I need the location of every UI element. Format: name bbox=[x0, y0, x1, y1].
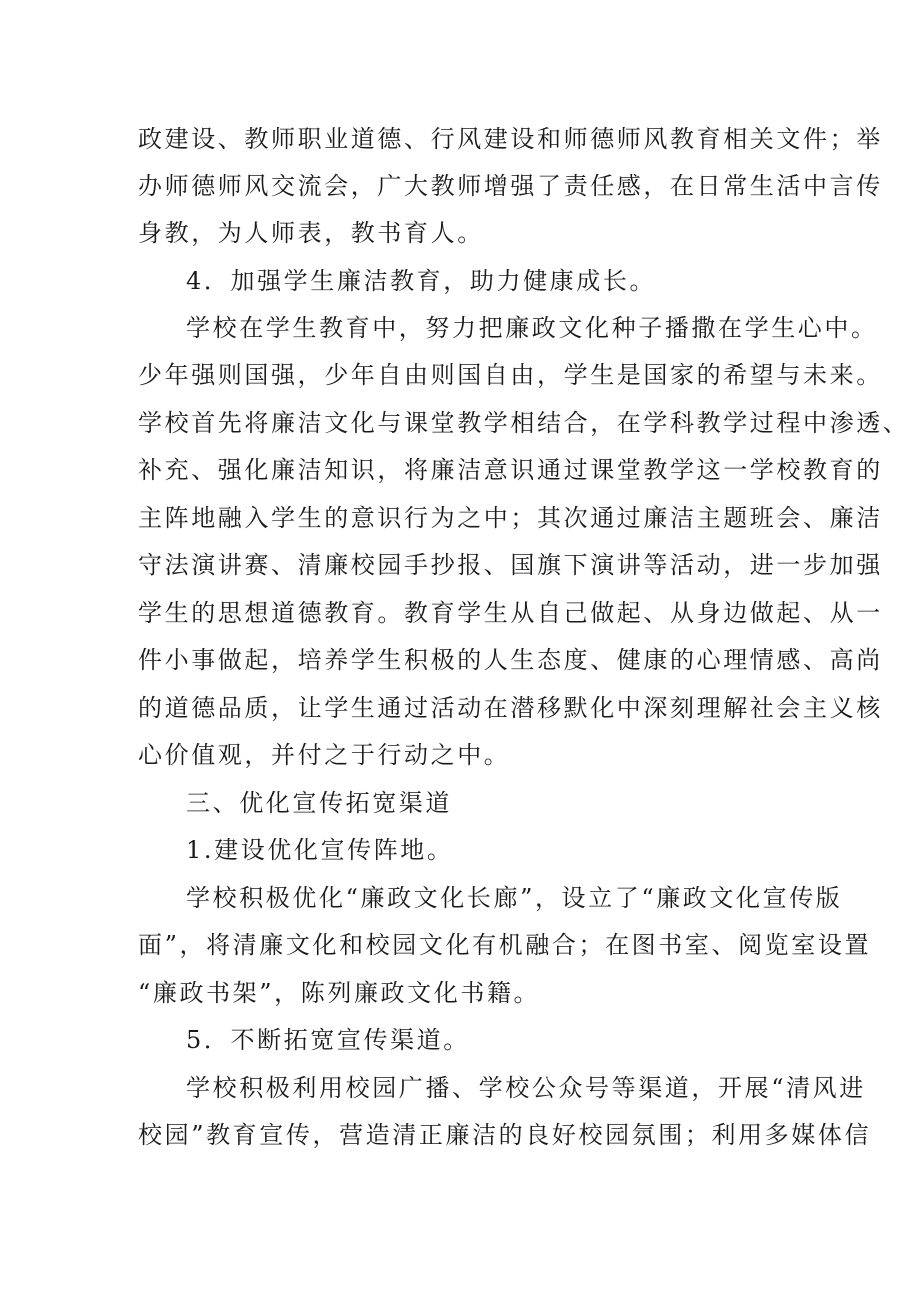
section-heading: 4．加强学生廉洁教育，助力健康成长。 bbox=[186, 267, 657, 295]
paragraph-line: 校园”教育宣传，营造清正廉洁的良好校园氛围；利用多媒体信 bbox=[138, 1121, 872, 1149]
paragraph-line: 学校积极优化“廉政文化长廊”，设立了“廉政文化宣传版 bbox=[186, 884, 843, 912]
paragraph-line: 补充、强化廉洁知识，将廉洁意识通过课堂教学这一学校教育的 bbox=[138, 456, 883, 484]
paragraph-line: 心价值观，并付之于行动之中。 bbox=[138, 741, 511, 769]
paragraph-line: 学校积极利用校园广播、学校公众号等渠道，开展“清风进 bbox=[186, 1074, 866, 1102]
paragraph-line: 办师德师风交流会，广大教师增强了责任感，在日常生活中言传 bbox=[138, 172, 883, 200]
section-heading: 三、优化宣传拓宽渠道 bbox=[186, 789, 452, 817]
paragraph-line: 主阵地融入学生的意识行为之中；其次通过廉洁主题班会、廉洁 bbox=[138, 504, 883, 532]
subsection-heading: 1.建设优化宣传阵地。 bbox=[186, 836, 454, 864]
paragraph-line: 政建设、教师职业道德、行风建设和师德师风教育相关文件；举 bbox=[138, 125, 883, 153]
paragraph-line: 守法演讲赛、清廉校园手抄报、国旗下演讲等活动，进一步加强 bbox=[138, 551, 883, 579]
paragraph-line: 面”，将清廉文化和校园文化有机融合；在图书室、阅览室设置 bbox=[138, 931, 872, 959]
paragraph-line: 学校首先将廉洁文化与课堂教学相结合，在学科教学过程中渗透、 bbox=[138, 409, 910, 437]
subsection-heading: 5．不断拓宽宣传渠道。 bbox=[186, 1026, 470, 1054]
paragraph-line: 件小事做起，培养学生积极的人生态度、健康的心理情感、高尚 bbox=[138, 646, 883, 674]
paragraph-line: 的道德品质，让学生通过活动在潜移默化中深刻理解社会主义核 bbox=[138, 694, 883, 722]
paragraph-line: 学校在学生教育中，努力把廉政文化种子播撒在学生心中。 bbox=[186, 314, 878, 342]
paragraph-line: 学生的思想道德教育。教育学生从自己做起、从身边做起、从一 bbox=[138, 599, 883, 627]
paragraph-line: “廉政书架”，陈列廉政文化书籍。 bbox=[138, 979, 541, 1007]
paragraph-line: 少年强则国强，少年自由则国自由，学生是国家的希望与未来。 bbox=[138, 361, 883, 389]
paragraph-line: 身教，为人师表，教书育人。 bbox=[138, 219, 484, 247]
